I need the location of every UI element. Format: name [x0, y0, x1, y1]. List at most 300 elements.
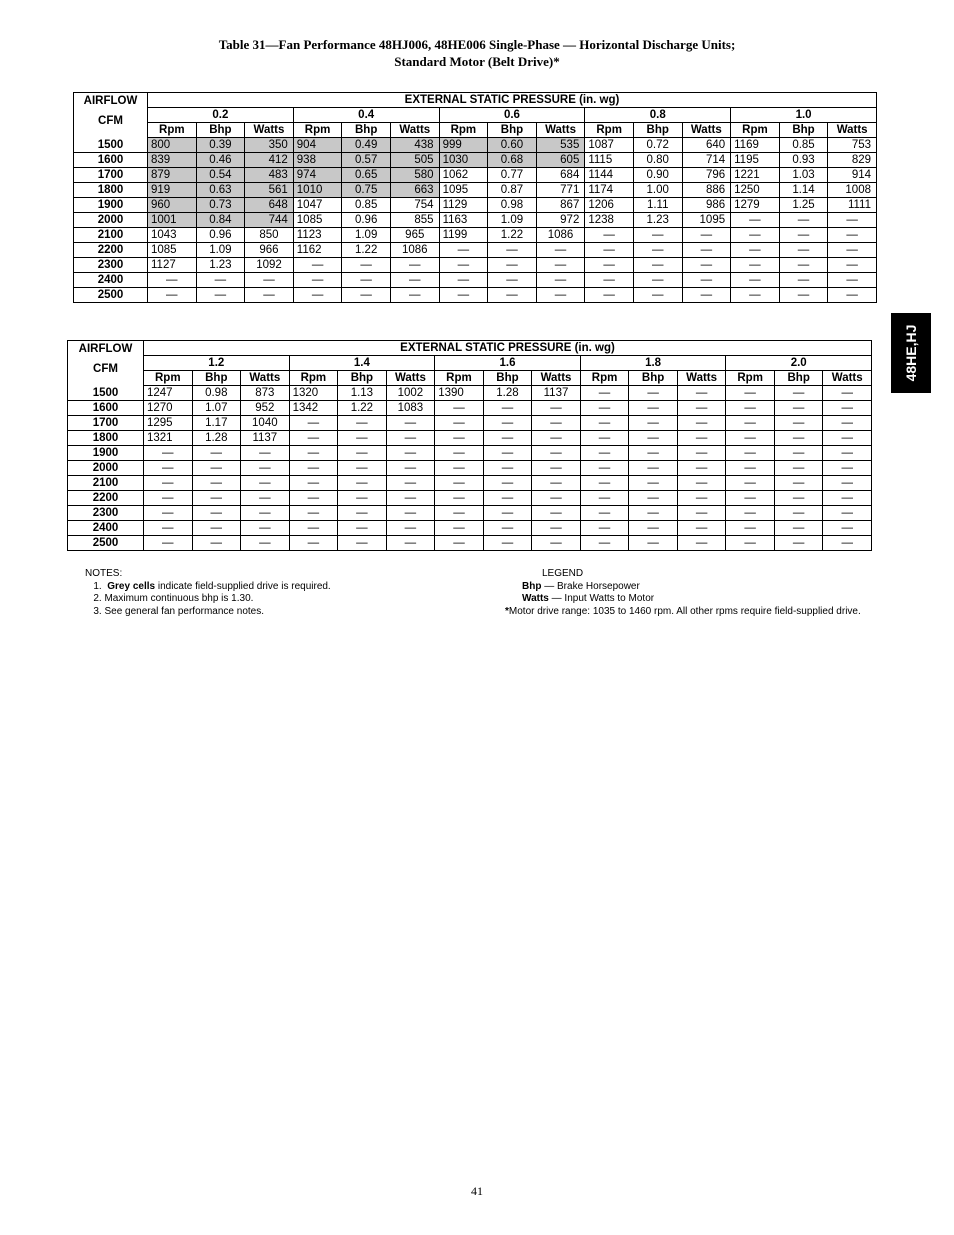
- data-cell: 1342: [289, 401, 338, 416]
- pressure-header: 0.4: [293, 108, 439, 123]
- column-header: Watts: [241, 371, 290, 386]
- data-cell: 1321: [144, 431, 193, 446]
- data-cell: —: [823, 521, 872, 536]
- data-cell: 1.09: [342, 228, 391, 243]
- column-header: Watts: [828, 123, 877, 138]
- data-cell: —: [726, 431, 775, 446]
- data-cell: —: [629, 521, 678, 536]
- data-cell: —: [823, 491, 872, 506]
- data-cell: —: [731, 213, 780, 228]
- data-cell: —: [774, 506, 823, 521]
- column-header: Watts: [245, 123, 294, 138]
- data-cell: —: [386, 461, 435, 476]
- data-cell: 1.13: [338, 386, 387, 401]
- column-header: Watts: [386, 371, 435, 386]
- data-cell: —: [192, 446, 241, 461]
- cfm-cell: 1500: [74, 138, 148, 153]
- data-cell: 0.85: [779, 138, 828, 153]
- data-cell: —: [774, 401, 823, 416]
- data-cell: —: [580, 446, 629, 461]
- data-cell: —: [483, 446, 532, 461]
- cfm-cell: 2000: [74, 213, 148, 228]
- column-header: Watts: [682, 123, 731, 138]
- table-row: [74, 168, 877, 183]
- data-cell: —: [439, 273, 488, 288]
- data-cell: —: [536, 243, 585, 258]
- airflow-header: [74, 93, 148, 138]
- pressure-header: 1.0: [731, 108, 877, 123]
- data-cell: —: [585, 288, 634, 303]
- data-cell: —: [192, 491, 241, 506]
- data-cell: —: [677, 401, 726, 416]
- column-header: Bhp: [774, 371, 823, 386]
- data-cell: 1002: [386, 386, 435, 401]
- data-cell: —: [580, 386, 629, 401]
- data-cell: —: [536, 273, 585, 288]
- airflow-label: AIRFLOW: [83, 95, 138, 107]
- data-cell: —: [828, 243, 877, 258]
- data-cell: —: [731, 243, 780, 258]
- data-cell: —: [488, 288, 537, 303]
- cfm-cell: 2300: [74, 258, 148, 273]
- data-cell: —: [629, 506, 678, 521]
- external-static-pressure-header: EXTERNAL STATIC PRESSURE (in. wg): [144, 341, 872, 356]
- legend-def-watts: — Input Watts to Motor: [551, 593, 655, 604]
- data-cell: 1206: [585, 198, 634, 213]
- table-row: [68, 521, 872, 536]
- data-cell: 1137: [532, 386, 581, 401]
- data-cell: 829: [828, 153, 877, 168]
- pressure-header: 0.2: [148, 108, 294, 123]
- data-cell: —: [435, 446, 484, 461]
- cfm-cell: 2000: [68, 461, 144, 476]
- data-cell: —: [435, 536, 484, 551]
- data-cell: —: [148, 273, 197, 288]
- data-cell: 1137: [241, 431, 290, 446]
- data-cell: —: [483, 476, 532, 491]
- data-cell: —: [483, 416, 532, 431]
- data-cell: —: [774, 461, 823, 476]
- data-cell: 0.87: [488, 183, 537, 198]
- data-cell: —: [580, 416, 629, 431]
- data-cell: —: [580, 536, 629, 551]
- data-cell: —: [338, 461, 387, 476]
- data-cell: 1163: [439, 213, 488, 228]
- data-cell: —: [245, 288, 294, 303]
- data-cell: —: [677, 431, 726, 446]
- airflow-label: AIRFLOW: [78, 343, 133, 355]
- data-cell: 0.98: [192, 386, 241, 401]
- cfm-cell: 1800: [74, 183, 148, 198]
- data-cell: —: [386, 506, 435, 521]
- data-cell: —: [241, 461, 290, 476]
- table-row: [68, 536, 872, 551]
- pressure-header: 1.4: [289, 356, 435, 371]
- data-cell: 1062: [439, 168, 488, 183]
- data-cell: 914: [828, 168, 877, 183]
- data-cell: —: [580, 476, 629, 491]
- data-cell: —: [483, 401, 532, 416]
- data-cell: —: [532, 491, 581, 506]
- data-cell: 873: [241, 386, 290, 401]
- data-cell: —: [726, 461, 775, 476]
- data-cell: 0.75: [342, 183, 391, 198]
- data-cell: —: [289, 476, 338, 491]
- table-row: [68, 491, 872, 506]
- data-cell: 714: [682, 153, 731, 168]
- data-cell: —: [629, 476, 678, 491]
- data-cell: —: [629, 431, 678, 446]
- table-row: [74, 273, 877, 288]
- table-row: [68, 506, 872, 521]
- data-cell: —: [192, 476, 241, 491]
- data-cell: —: [731, 258, 780, 273]
- legend-heading: LEGEND: [542, 568, 584, 579]
- data-cell: —: [386, 521, 435, 536]
- legend-item-watts: [505, 593, 861, 606]
- column-header: Rpm: [439, 123, 488, 138]
- data-cell: —: [779, 273, 828, 288]
- data-cell: 1.28: [192, 431, 241, 446]
- cfm-cell: 2200: [74, 243, 148, 258]
- data-cell: 1195: [731, 153, 780, 168]
- data-cell: —: [580, 506, 629, 521]
- data-cell: 952: [241, 401, 290, 416]
- data-cell: —: [435, 521, 484, 536]
- data-cell: —: [823, 536, 872, 551]
- column-header: Bhp: [488, 123, 537, 138]
- data-cell: —: [580, 491, 629, 506]
- data-cell: —: [779, 228, 828, 243]
- external-static-pressure-header: EXTERNAL STATIC PRESSURE (in. wg): [148, 93, 877, 108]
- data-cell: 1092: [245, 258, 294, 273]
- data-cell: 0.90: [633, 168, 682, 183]
- data-cell: —: [338, 446, 387, 461]
- data-cell: —: [241, 476, 290, 491]
- data-cell: 0.63: [196, 183, 245, 198]
- data-cell: —: [774, 416, 823, 431]
- data-cell: —: [532, 521, 581, 536]
- data-cell: —: [828, 213, 877, 228]
- column-header: Bhp: [338, 371, 387, 386]
- data-cell: 1001: [148, 213, 197, 228]
- column-header: Watts: [390, 123, 439, 138]
- data-cell: —: [338, 506, 387, 521]
- data-cell: 0.60: [488, 138, 537, 153]
- data-cell: 0.46: [196, 153, 245, 168]
- data-cell: 0.80: [633, 153, 682, 168]
- data-cell: —: [629, 401, 678, 416]
- data-cell: —: [293, 258, 342, 273]
- column-header: Rpm: [144, 371, 193, 386]
- data-cell: —: [338, 476, 387, 491]
- column-header: Rpm: [731, 123, 780, 138]
- data-cell: 505: [390, 153, 439, 168]
- data-cell: —: [731, 288, 780, 303]
- data-cell: 904: [293, 138, 342, 153]
- data-cell: —: [580, 521, 629, 536]
- legend: [505, 568, 861, 618]
- data-cell: —: [386, 491, 435, 506]
- data-cell: —: [289, 536, 338, 551]
- data-cell: —: [289, 446, 338, 461]
- data-cell: 1.11: [633, 198, 682, 213]
- legend-term-watts: Watts: [522, 593, 549, 604]
- data-cell: —: [633, 288, 682, 303]
- data-cell: 648: [245, 198, 294, 213]
- data-cell: 1.09: [196, 243, 245, 258]
- data-cell: 640: [682, 138, 731, 153]
- section-side-tab: [891, 313, 931, 393]
- data-cell: —: [585, 243, 634, 258]
- cfm-cell: 2300: [68, 506, 144, 521]
- data-cell: 0.73: [196, 198, 245, 213]
- data-cell: 1.22: [342, 243, 391, 258]
- data-cell: 919: [148, 183, 197, 198]
- cfm-cell: 2100: [74, 228, 148, 243]
- data-cell: —: [823, 416, 872, 431]
- data-cell: 0.84: [196, 213, 245, 228]
- column-header: Watts: [677, 371, 726, 386]
- data-cell: 1.09: [488, 213, 537, 228]
- data-cell: —: [144, 446, 193, 461]
- data-cell: 1169: [731, 138, 780, 153]
- data-cell: —: [241, 491, 290, 506]
- data-cell: —: [483, 536, 532, 551]
- table-title-line2: Standard Motor (Belt Drive)*: [394, 54, 560, 69]
- data-cell: —: [731, 228, 780, 243]
- column-header: Bhp: [192, 371, 241, 386]
- data-cell: —: [148, 288, 197, 303]
- data-cell: 1.07: [192, 401, 241, 416]
- data-cell: —: [390, 258, 439, 273]
- data-cell: 1008: [828, 183, 877, 198]
- data-cell: 0.65: [342, 168, 391, 183]
- note-1-number: 1.: [93, 580, 102, 592]
- data-cell: —: [435, 506, 484, 521]
- table-row: [74, 258, 877, 273]
- data-cell: 0.96: [342, 213, 391, 228]
- data-cell: —: [726, 401, 775, 416]
- notes: [85, 568, 331, 618]
- data-cell: —: [289, 461, 338, 476]
- data-cell: 0.85: [342, 198, 391, 213]
- data-cell: —: [532, 536, 581, 551]
- data-cell: —: [633, 243, 682, 258]
- data-cell: —: [774, 491, 823, 506]
- data-cell: —: [731, 273, 780, 288]
- data-cell: 0.49: [342, 138, 391, 153]
- cfm-cell: 2500: [68, 536, 144, 551]
- cfm-cell: 1500: [68, 386, 144, 401]
- data-cell: —: [439, 243, 488, 258]
- data-cell: 1030: [439, 153, 488, 168]
- data-cell: 1085: [293, 213, 342, 228]
- data-cell: —: [629, 386, 678, 401]
- data-cell: 1123: [293, 228, 342, 243]
- data-cell: —: [726, 536, 775, 551]
- data-cell: —: [774, 431, 823, 446]
- data-cell: 0.96: [196, 228, 245, 243]
- data-cell: —: [488, 273, 537, 288]
- data-cell: —: [386, 536, 435, 551]
- pressure-header: 0.6: [439, 108, 585, 123]
- data-cell: —: [677, 521, 726, 536]
- data-cell: —: [439, 288, 488, 303]
- data-cell: —: [726, 446, 775, 461]
- cfm-cell: 2200: [68, 491, 144, 506]
- cfm-label: CFM: [93, 363, 118, 375]
- data-cell: —: [629, 416, 678, 431]
- data-cell: 1086: [390, 243, 439, 258]
- cfm-cell: 2500: [74, 288, 148, 303]
- data-cell: 1083: [386, 401, 435, 416]
- data-cell: —: [677, 476, 726, 491]
- data-cell: —: [629, 461, 678, 476]
- data-cell: 0.68: [488, 153, 537, 168]
- data-cell: —: [192, 461, 241, 476]
- data-cell: 1247: [144, 386, 193, 401]
- data-cell: —: [580, 401, 629, 416]
- data-cell: —: [774, 536, 823, 551]
- table-row: [74, 138, 877, 153]
- data-cell: —: [823, 506, 872, 521]
- data-cell: 1.00: [633, 183, 682, 198]
- data-cell: 1.22: [488, 228, 537, 243]
- data-cell: —: [241, 536, 290, 551]
- data-cell: —: [192, 536, 241, 551]
- data-cell: 1129: [439, 198, 488, 213]
- data-cell: 1.28: [483, 386, 532, 401]
- data-cell: 684: [536, 168, 585, 183]
- data-cell: 938: [293, 153, 342, 168]
- data-cell: —: [386, 446, 435, 461]
- cfm-cell: 1700: [68, 416, 144, 431]
- data-cell: 974: [293, 168, 342, 183]
- cfm-cell: 2100: [68, 476, 144, 491]
- data-cell: 1040: [241, 416, 290, 431]
- data-cell: —: [629, 536, 678, 551]
- data-cell: 1162: [293, 243, 342, 258]
- data-cell: —: [241, 506, 290, 521]
- data-cell: 1.23: [633, 213, 682, 228]
- table-row: [74, 153, 877, 168]
- data-cell: —: [629, 446, 678, 461]
- table-row: [68, 446, 872, 461]
- data-cell: 850: [245, 228, 294, 243]
- data-cell: 1.22: [338, 401, 387, 416]
- note-1: [85, 581, 331, 594]
- data-cell: —: [823, 476, 872, 491]
- table-row: [74, 228, 877, 243]
- footnote-text: Motor drive range: 1035 to 1460 rpm. All other rpms require field-supplied drive.: [508, 605, 861, 617]
- column-header: Rpm: [726, 371, 775, 386]
- data-cell: —: [289, 521, 338, 536]
- data-cell: —: [144, 521, 193, 536]
- airflow-header: [68, 341, 144, 386]
- data-cell: 1.14: [779, 183, 828, 198]
- table-row: [74, 213, 877, 228]
- data-cell: —: [677, 506, 726, 521]
- data-cell: 1295: [144, 416, 193, 431]
- data-cell: 966: [245, 243, 294, 258]
- notes-heading: NOTES:: [85, 568, 123, 579]
- data-cell: —: [726, 506, 775, 521]
- data-cell: —: [774, 386, 823, 401]
- data-cell: —: [726, 416, 775, 431]
- data-cell: —: [196, 273, 245, 288]
- data-cell: 0.77: [488, 168, 537, 183]
- data-cell: —: [580, 431, 629, 446]
- data-cell: —: [483, 461, 532, 476]
- column-header: Rpm: [580, 371, 629, 386]
- data-cell: —: [677, 491, 726, 506]
- data-cell: —: [580, 461, 629, 476]
- data-cell: —: [192, 506, 241, 521]
- data-cell: 1250: [731, 183, 780, 198]
- data-cell: —: [488, 258, 537, 273]
- data-cell: —: [532, 446, 581, 461]
- cfm-cell: 1900: [68, 446, 144, 461]
- data-cell: —: [435, 401, 484, 416]
- data-cell: —: [532, 461, 581, 476]
- data-cell: —: [289, 431, 338, 446]
- data-cell: —: [144, 491, 193, 506]
- legend-term-bhp: Bhp: [522, 580, 542, 592]
- data-cell: —: [435, 476, 484, 491]
- cfm-cell: 1900: [74, 198, 148, 213]
- data-cell: 965: [390, 228, 439, 243]
- data-cell: 438: [390, 138, 439, 153]
- column-header: Watts: [536, 123, 585, 138]
- data-cell: —: [386, 476, 435, 491]
- data-cell: 1221: [731, 168, 780, 183]
- data-cell: —: [293, 288, 342, 303]
- data-cell: —: [682, 273, 731, 288]
- column-header: Rpm: [293, 123, 342, 138]
- data-cell: —: [435, 431, 484, 446]
- data-cell: —: [435, 491, 484, 506]
- data-cell: —: [677, 446, 726, 461]
- data-cell: 1086: [536, 228, 585, 243]
- table-row: [68, 386, 872, 401]
- footnote-mark: *: [505, 605, 509, 617]
- data-cell: —: [342, 288, 391, 303]
- column-header: Watts: [532, 371, 581, 386]
- data-cell: 1174: [585, 183, 634, 198]
- note-1-text: indicate field-supplied drive is required.: [157, 580, 331, 592]
- note-3: [85, 606, 331, 619]
- cfm-cell: 1800: [68, 431, 144, 446]
- column-header: Bhp: [196, 123, 245, 138]
- data-cell: —: [779, 258, 828, 273]
- data-cell: 800: [148, 138, 197, 153]
- data-cell: 1.25: [779, 198, 828, 213]
- data-cell: —: [338, 536, 387, 551]
- cfm-cell: 1600: [74, 153, 148, 168]
- data-cell: —: [585, 228, 634, 243]
- pressure-header: 1.6: [435, 356, 581, 371]
- data-cell: 1111: [828, 198, 877, 213]
- note-1-bold: Grey cells: [107, 580, 156, 592]
- pressure-header: 2.0: [726, 356, 872, 371]
- data-cell: 663: [390, 183, 439, 198]
- data-cell: 886: [682, 183, 731, 198]
- data-cell: 1043: [148, 228, 197, 243]
- data-cell: —: [677, 536, 726, 551]
- column-header: Bhp: [342, 123, 391, 138]
- data-cell: —: [439, 258, 488, 273]
